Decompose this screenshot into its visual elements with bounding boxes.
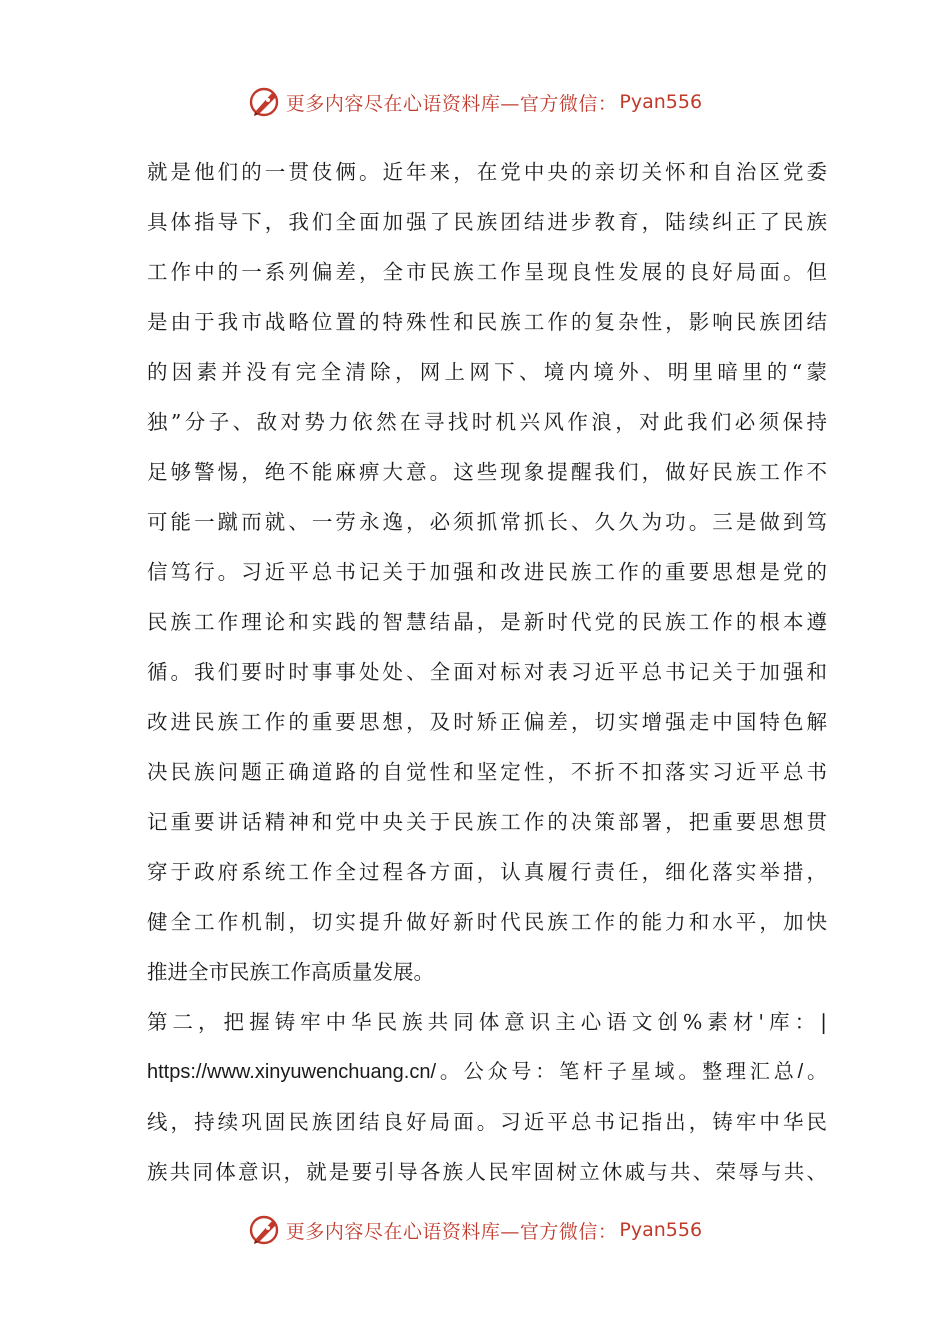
footer-brand-text: 更多内容尽在心语资料库—官方微信： xyxy=(285,1220,618,1243)
body-line: 推进全市民族工作高质量发展。 xyxy=(147,960,434,984)
body-line: 记重要讲话精神和党中央关于民族工作的决策部署，把重要思想贯 xyxy=(147,810,827,834)
body-line: 决民族问题正确道路的自觉性和坚定性，不折不扣落实习近平总书 xyxy=(147,760,827,784)
footer-banner xyxy=(0,1210,950,1250)
body-line: 是由于我市战略位置的特殊性和民族工作的复杂性，影响民族团结 xyxy=(147,310,827,334)
body-line: 改进民族工作的重要思想，及时矫正偏差，切实增强走中国特色解 xyxy=(147,710,827,734)
body-line: 足够警惕，绝不能麻痹大意。这些现象提醒我们，做好民族工作不 xyxy=(147,460,827,484)
footer-wechat-id: Pyan556 xyxy=(619,1219,703,1241)
body-line: 健全工作机制，切实提升做好新时代民族工作的能力和水平，加快 xyxy=(147,910,827,934)
body-line: 民族工作理论和实践的智慧结晶，是新时代党的民族工作的根本遵 xyxy=(147,610,827,634)
header-wechat-id: Pyan556 xyxy=(619,91,703,113)
body-line: 线，持续巩固民族团结良好局面。习近平总书记指出，铸牢中华民 xyxy=(147,1110,827,1134)
body-line: 可能一蹴而就、一劳永逸，必须抓常抓长、久久为功。三是做到笃 xyxy=(147,510,827,534)
document-body xyxy=(147,147,827,1197)
body-line: 具体指导下，我们全面加强了民族团结进步教育，陆续纠正了民族 xyxy=(147,210,827,234)
body-line: 就是他们的一贯伎俩。近年来，在党中央的亲切关怀和自治区党委 xyxy=(147,160,827,184)
body-line: 的因素并没有完全清除，网上网下、境内境外、明里暗里的“蒙 xyxy=(147,360,827,384)
body-line: 独”分子、敌对势力依然在寻找时机兴风作浪，对此我们必须保持 xyxy=(147,410,827,434)
pen-nib-logo-icon xyxy=(248,1213,282,1247)
body-line: 穿于政府系统工作全过程各方面，认真履行责任，细化落实举措， xyxy=(147,860,827,884)
header-banner xyxy=(0,82,950,122)
body-line: 循。我们要时时事事处处、全面对标对表习近平总书记关于加强和 xyxy=(147,660,827,684)
watermark-url-line: https://www.xinyuwenchuang.cn/。公众号：笔杆子星域。整理汇总/。 xyxy=(147,1061,827,1083)
pen-nib-logo-icon xyxy=(248,85,282,119)
header-brand-text: 更多内容尽在心语资料库—官方微信： xyxy=(285,92,618,115)
body-line: 信笃行。习近平总书记关于加强和改进民族工作的重要思想是党的 xyxy=(147,560,827,584)
body-line: 工作中的一系列偏差，全市民族工作呈现良性发展的良好局面。但 xyxy=(147,260,827,284)
body-line: 族共同体意识，就是要引导各族人民牢固树立休戚与共、荣辱与共、 xyxy=(147,1160,827,1184)
section-heading-line: 第二，把握铸牢中华民族共同体意识主心语文创%素材'库：| xyxy=(147,1010,827,1034)
